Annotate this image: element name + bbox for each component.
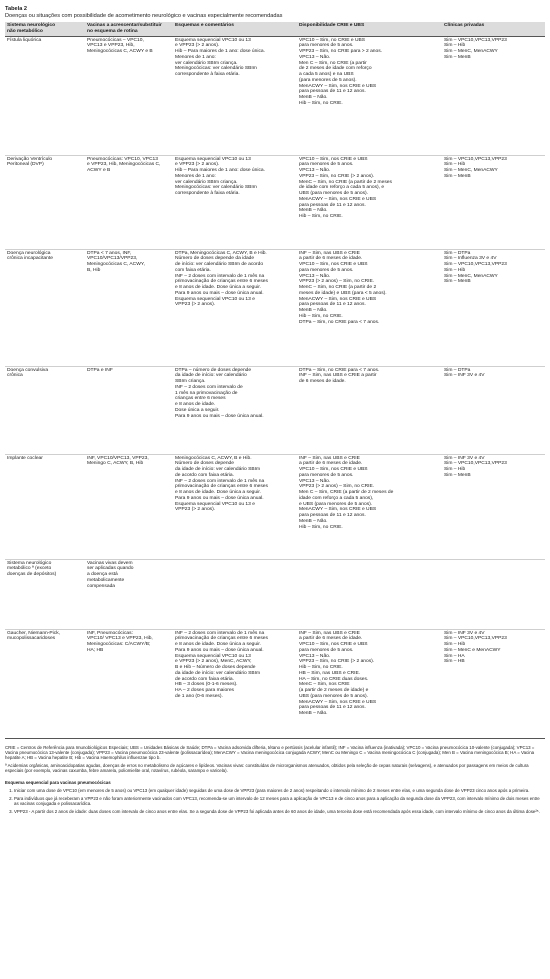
cell-vaccines: DTPa < 7 anos, INF, VPC10/VPC13/VPP23, Meningocócicas C, ACWY, B, Hib [85, 249, 173, 366]
cell-availability: INF – Sim, nas UBS e CRIE a partir de 6 meses de idade. VPC10 – Sim, nos CRIE e UBS para menores de 5 anos. VPC13 – Não. VPP23 (> 2 anos) – Sim, no CRIE. MenC – Sim, no CRIE (a partir de 2 meses de idade) e UBS (para < 5 anos). MenACWY – Sim, nos CRIE e UBS para pessoas de 11 e 12 anos. MenB – Não. Hib – Sim, no CRIE. DTPa – Sim, no CRIE para < 7 anos. [297, 249, 442, 366]
table-row [5, 454, 545, 559]
cell-vaccines: Pneumocócicas: VPC10, VPC13 e VPP23, Hib, Meningocócicas C, ACWY e B [85, 155, 173, 249]
header-row [5, 22, 545, 36]
cell-schemes: Esquema sequencial VPC10 ou 13 e VPP23 (> 2 anos). Hib – Para maiores de 1 ano: dose única. Menores de 1 ano: ver calendário SBIm criança. Meningocócicas: ver calendário SBIm correspondente à faixa etária. [173, 36, 297, 155]
cell-condition: Implante coclear [5, 454, 85, 559]
pneumococcal-scheme-title: Esquema sequencial para vacinas pneumocócicas [5, 779, 111, 785]
cell-vaccines: INF, VPC10/VPC13, VPP23, Meningo C, ACWY, B, Hib [85, 454, 173, 559]
cell-condition: Derivação Ventrículo Peritoneal (DVP) [5, 155, 85, 249]
cell-private-clinics [442, 559, 545, 629]
list-item: 2. Para indivíduos que já receberam a VPP23 e não foram anteriormente vacinados com VPC13, recomenda-se um intervalo de 12 meses para a aplicação de VPC13 e de cinco anos para a aplicação da segunda dose da VPP23, com intervalo mínimo de dois meses entre as vacinas conjugada e polissacarídica. [14, 796, 545, 806]
abbreviations-note: CRIE = Centros de Referência para Imunobiológicos Especiais; UBS = Unidades Básicas de Saúde; DTPa = Vacina adsorvida difteria, tétano e pertússis (acelular infantil); INF = Vacina influenza (inativada); VPC10 = Vacina pneumocócica 10-valente (conjugada); VPC13 = Vacina pneumocócica 13-valente (conjugada); VPP23 = Vacina pneumocócica 23-valente (polissacarídea); MenACWY = Vacina meningocócica conjugada ACWY; MenC ou Meningo C = Vacina meningocócica C (conjugada); Men B = Vacina meningocócica B; HA = Vacina hepatite A; HB = Vacina hepatite B; Hib = Vacina Haemophilus influenzae tipo b. [5, 744, 535, 760]
list-item: 3. VPP23 - A partir dos 2 anos de idade: duas doses com intervalo de cinco anos entre elas. Se a segunda dose de VPP23 foi aplicada antes de 60 anos de idade, uma terceira dose está recomendada após essa idade, com intervalo mínimo de cinco anos da última dose²⁵. [14, 809, 545, 814]
cell-schemes [173, 559, 297, 629]
cell-private-clinics: Sim – VPC10,VPC13,VPP23 Sim – Hib Sim – MenC, MenACWY Sim – MenB [442, 155, 545, 249]
table-notes [5, 745, 545, 815]
table-row [5, 249, 545, 366]
table-body [5, 36, 545, 738]
footnote: ª Acidemias orgânicas, aminoacidopatias agudas, doenças de erros no metabolismo de açúcares e lipídeos. Vacinas vivas: constituídas de microrganismos atenuados, obtidos pela seleção de cepas naturais (selvagens), e atenuados por passagens em meios de cultura especiais (por exemplo, vacinas caxumba, febre amarela, poliomielite oral, rotavírus, rubéola, sarampo e varicela). [5, 763, 529, 774]
pneumococcal-scheme-list [5, 788, 545, 815]
cell-vaccines: DTPa e INF [85, 366, 173, 454]
cell-private-clinics: Sim – DTPa Sim – Influenza 3V e 4V Sim – VPC10,VPC13,VPP23 Sim – Hib Sim – MenC, MenACWY Sim – MenB [442, 249, 545, 366]
cell-condition: Sistema neurológico metabólico ª (exceto doenças de depósitos) [5, 559, 85, 629]
header-availability: Disponibilidade CRIE e UBS [297, 22, 442, 36]
header-vaccines: Vacinas a acrescentar/substituir no esquema de rotina [85, 22, 173, 36]
cell-vaccines: INF, Pneumocócicas: VPC10/ VPC13 e VPP23, Hib, Meningocócicas: C/ACWY/B; HA; HB [85, 629, 173, 738]
cell-condition: Doença convulsiva crônica [5, 366, 85, 454]
header-private-clinics: Clínicas privadas [442, 22, 545, 36]
cell-availability: DTPa – Sim, no CRIE para < 7 anos. INF – Sim, nas UBS e CRIE a partir de 6 meses de idade. [297, 366, 442, 454]
table-row [5, 559, 545, 629]
cell-schemes: INF – 2 doses com intervalo de 1 mês na primovacinação de crianças entre 6 meses e 8 anos de idade. Dose única a seguir. Para 9 anos ou mais – dose única anual. Esquema sequencial VPC10 ou 13 e VPP23 (> 2 anos), MenC, ACWY, B e Hib – Número de doses depende da idade de início: ver calendário SBIm de acordo com faixa etária. HB – 3 doses (0-1-6 meses). HA – 2 doses para maiores de 1 ano (0-6 meses). [173, 629, 297, 738]
cell-vaccines: Pneumocócicas – VPC10, VPC13 e VPP23, Hib, Meningocócicas C, ACWY e B [85, 36, 173, 155]
cell-condition: Fístula liquórica [5, 36, 85, 155]
table-title: Tabela 2 [5, 6, 27, 12]
cell-availability: VPC10 – Sim, no CRIE e UBS para menores de 5 anos. VPP23 – Sim, no CRIE para > 2 anos. VPC13 – Não. Men C – Sim, no CRIE (a partir de 2 meses de idade com reforço a cada 5 anos) e na UBS (para menores de 5 anos). MenACWY – Sim, nos CRIE e UBS para pessoas de 11 e 12 anos. MenB – Não. Hib – Sim, no CRIE. [297, 36, 442, 155]
header-schemes: Esquemas e comentários [173, 22, 297, 36]
cell-availability [297, 559, 442, 629]
table-row [5, 36, 545, 155]
table-row [5, 155, 545, 249]
header-condition: Sistema neurológico não metabólico [5, 22, 85, 36]
cell-schemes: DTPa, Meningocócicas C, ACWY, B e Hib. Número de doses depende da idade de início: ver calendário SBIm de acordo com faixa etária. INF – 2 doses com intervalo de 1 mês na primovacinação de crianças entre 6 meses e 8 anos de idade. Dose única a seguir. Para 9 anos ou mais – dose única anual. Esquema sequencial VPC10 ou 13 e VPP23 (> 2 anos). [173, 249, 297, 366]
cell-private-clinics: Sim – VPC10,VPC13,VPP23 Sim – Hib Sim – MenC, MenACWY Sim – MenB [442, 36, 545, 155]
cell-private-clinics: Sim – INF 3V e 4V Sim – VPC10,VPC13,VPP23 Sim – Hib Sim – MenC e MenACWY Sim – HA Sim – HB [442, 629, 545, 738]
table-row [5, 629, 545, 738]
cell-availability: INF – Sim, nas UBS e CRIE a partir de 6 meses de idade. VPC10 – Sim, nos CRIE e UBS para menores de 5 anos. VPC13 – Não. VPP23 (> 2 anos) – Sim, no CRIE. Men C – Sim, CRIE (a partir de 2 meses de idade com reforço a cada 5 anos), e UBS (para menores de 5 anos). MenACWY – Sim, nos CRIE e UBS para pessoas de 11 e 12 anos. MenB – Não. Hib – Sim, no CRIE. [297, 454, 442, 559]
table-subtitle: Doenças ou situações com possibilidade de acometimento neurológico e vacinas especialmente recomendadas [5, 13, 283, 19]
cell-condition: Doença neurológica crônica incapacitante [5, 249, 85, 366]
cell-availability: INF – Sim, nas UBS e CRIE a partir de 6 meses de idade. VPC10 – Sim, nos CRIE e UBS para menores de 5 anos. VPC13 – Não. VPP23 – Sim, no CRIE (> 2 anos). Hib – Sim, no CRIE. HB – Sim, nas UBS e CRIE. HA – Sim, no CRIE duas doses. MenC – Sim, nos CRIE (a partir de 2 meses de idade) e UBS (para menores de 5 anos). MenACWY – Sim, nos CRIE e UBS para pessoas de 11 e 12 anos. MenB – Não. [297, 629, 442, 738]
cell-condition: Gaucher, Niemann-Pick, mucopolissacaridoses [5, 629, 85, 738]
table-header [5, 22, 545, 36]
cell-vaccines: Vacinas vivas devem ser aplicadas quando a doença está metabolicamente compensada [85, 559, 173, 629]
table-row [5, 366, 545, 454]
cell-schemes: Meningocócicas C, ACWY, B e Hib. Número de doses depende da idade de início: ver calendário SBIm de acordo com faixa etária. INF – 2 doses com intervalo de 1 mês na primovacinação de crianças entre 6 meses e 8 anos de idade. Dose única a seguir. Para 9 anos ou mais – dose única anual. Esquema sequencial VPC10 ou 13 e VPP23 (> 2 anos). [173, 454, 297, 559]
cell-availability: VPC10 – Sim, nos CRIE e UBS para menores de 5 anos. VPC13 – Não. VPP23 – Sim, no CRIE (> 2 anos). MenC – Sim, no CRIE (a partir de 2 meses de idade com reforço a cada 5 anos), e UBS (para menores de 5 anos). MenACWY – Sim, nos CRIE e UBS para pessoas de 11 e 12 anos. MenB – Não. Hib – Sim, no CRIE. [297, 155, 442, 249]
cell-schemes: DTPa – número de doses depende da idade de início: ver calendário SBIm criança. INF – 2 doses com intervalo de 1 mês na primovacinação de crianças entre 6 meses e 8 anos de idade. Dose única a seguir. Para 9 anos ou mais – dose única anual. [173, 366, 297, 454]
list-item: 1. Iniciar com uma dose de VPC10 (em menores de 5 anos) ou VPC13 (em qualquer idade) seguidas de uma dose de VPP23 (para maiores de 2 anos) respeitando o intervalo mínimo de 2 meses entre elas, e uma segunda dose de VPP23 cinco anos após a primeira. [14, 788, 545, 793]
cell-private-clinics: Sim – INF 3V e 4V Sim – VPC10,VPC13,VPP23 Sim – Hib Sim – MenB [442, 454, 545, 559]
cell-private-clinics: Sim – DTPa Sim – INF 3V e 4V [442, 366, 545, 454]
vaccine-table [5, 22, 545, 739]
cell-schemes: Esquema sequencial VPC10 ou 13 e VPP23 (> 2 anos). Hib – Para maiores de 1 ano: dose única. Menores de 1 ano: ver calendário SBIm criança. Meningocócicas: ver calendário SBIm correspondente à faixa etária. [173, 155, 297, 249]
